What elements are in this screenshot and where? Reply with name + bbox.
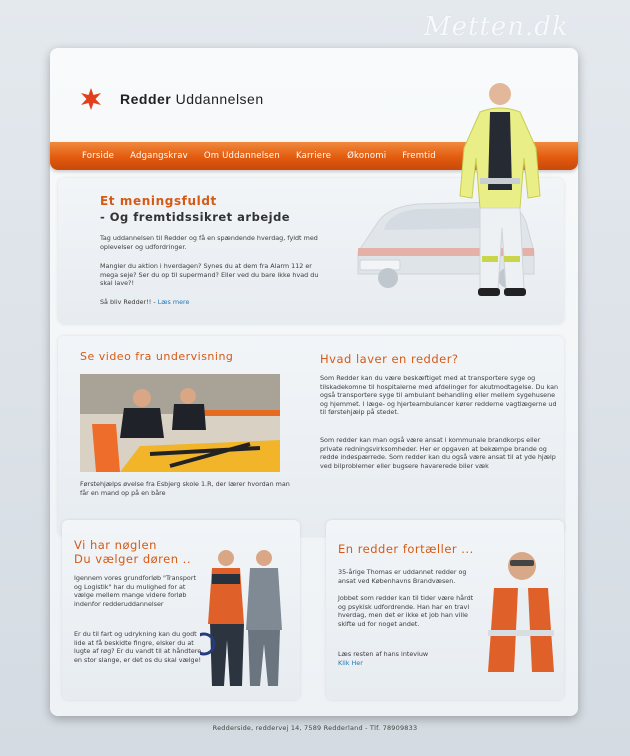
story-panel (326, 520, 564, 700)
story-text-3: Læs resten af hans inteviuw Klik Her (338, 650, 429, 667)
video-caption: Førstehjælps øvelse fra Esbjerg skole 1.R, der lærer hvordan man får en mand op på en båre (80, 480, 290, 497)
site-logo[interactable] (80, 88, 264, 110)
story-heading: En redder fortæller ... (338, 542, 474, 556)
nav-fremtid[interactable]: Fremtid (402, 151, 436, 161)
video-thumbnail[interactable] (80, 374, 280, 472)
firefighter-portrait-image (488, 544, 554, 672)
key-heading: Vi har nøglen Du vælger døren .. (74, 538, 191, 566)
hero-text-1: Tag uddannelsen til Redder og få en spændende hverdag, fyldt med oplevelser og udfordringer. (100, 234, 318, 251)
video-heading: Se video fra undervisning (80, 350, 234, 363)
read-more-link[interactable]: Læs mere (157, 298, 190, 306)
site-watermark: Metten.dk (424, 12, 569, 42)
hero-cta: Så bliv Redder!! - Læs mere (100, 298, 190, 306)
nav-adgangskrav[interactable]: Adgangskrav (130, 151, 188, 161)
key-text-2: Er du til fart og udrykning kan du godt lide at få beskidte fingre, elsker du at lugte af røg? Er du vandt til at håndtere en stor slange, er det os du skal vælge! (74, 630, 202, 664)
nav-okonomi[interactable]: Økonomi (347, 151, 387, 161)
story-text-2: Jobbet som redder kan til tider være hårdt og psykisk udfordrende. Han har en travl hverdag, men det er ikke et job han ville skifte ud for noget andet. (338, 594, 474, 628)
page-container (50, 48, 578, 716)
story-text-1: 35-årige Thomas er uddannet redder og ansat ved Københavns Brandvæsen. (338, 568, 467, 585)
rescuer-figure-image (458, 78, 548, 306)
star-burst-icon (80, 88, 102, 110)
nav-forside[interactable]: Forside (82, 151, 115, 161)
nav-om-uddannelsen[interactable]: Om Uddannelsen (203, 151, 280, 161)
about-text-2: Som redder kan man også være ansat i kommunale brandkorps eller private redningsvirksomheder. Her er opgaven at bekæmpe brande og redde indespærrede. Som redder kan du også være ansat til at yde hjælp ved bilproblemer eller bugsere havarerede biler væk (320, 436, 556, 470)
nav-karriere[interactable]: Karriere (295, 151, 332, 161)
hero-title: Et meningsfuldt (100, 194, 217, 208)
key-text-1: Igennem vores grundforløb "Transport og Logistik" har du mulighed for at vælge mellem mange videre forløb indenfor redderuddannelser (74, 574, 196, 608)
story-link[interactable]: Klik Her (338, 658, 363, 667)
info-panel (58, 336, 564, 536)
footer-contact: Redderside, reddervej 14, 7589 Redderland - Tlf. 78909833 (212, 724, 418, 732)
site-title: Redder Uddannelsen (120, 91, 264, 107)
key-panel (62, 520, 300, 700)
about-heading: Hvad laver en redder? (320, 352, 459, 366)
hero-subtitle: - Og fremtidssikret arbejde (100, 210, 291, 224)
about-text-1: Som Redder kan du være beskæftiget med at transportere syge og tilskadekomne til hospitalerne med afdelinger for akutmodtagelse. Du kan også transportere syge til ambulant behandling eller mellem sygehusene og hjemmet. I læge- og hjerteambulancer kører redderne vagtlægerne ud til førstehjælp på stedet. (320, 374, 559, 417)
two-rescuers-image (200, 544, 292, 692)
hero-text-2: Mangler du aktion i hverdagen? Synes du at dem fra Alarm 112 er mega seje? Ser du op til supermand? Eller ved du bare ikke hvad du skal lave?! (100, 262, 319, 288)
training-video-image (80, 374, 280, 472)
